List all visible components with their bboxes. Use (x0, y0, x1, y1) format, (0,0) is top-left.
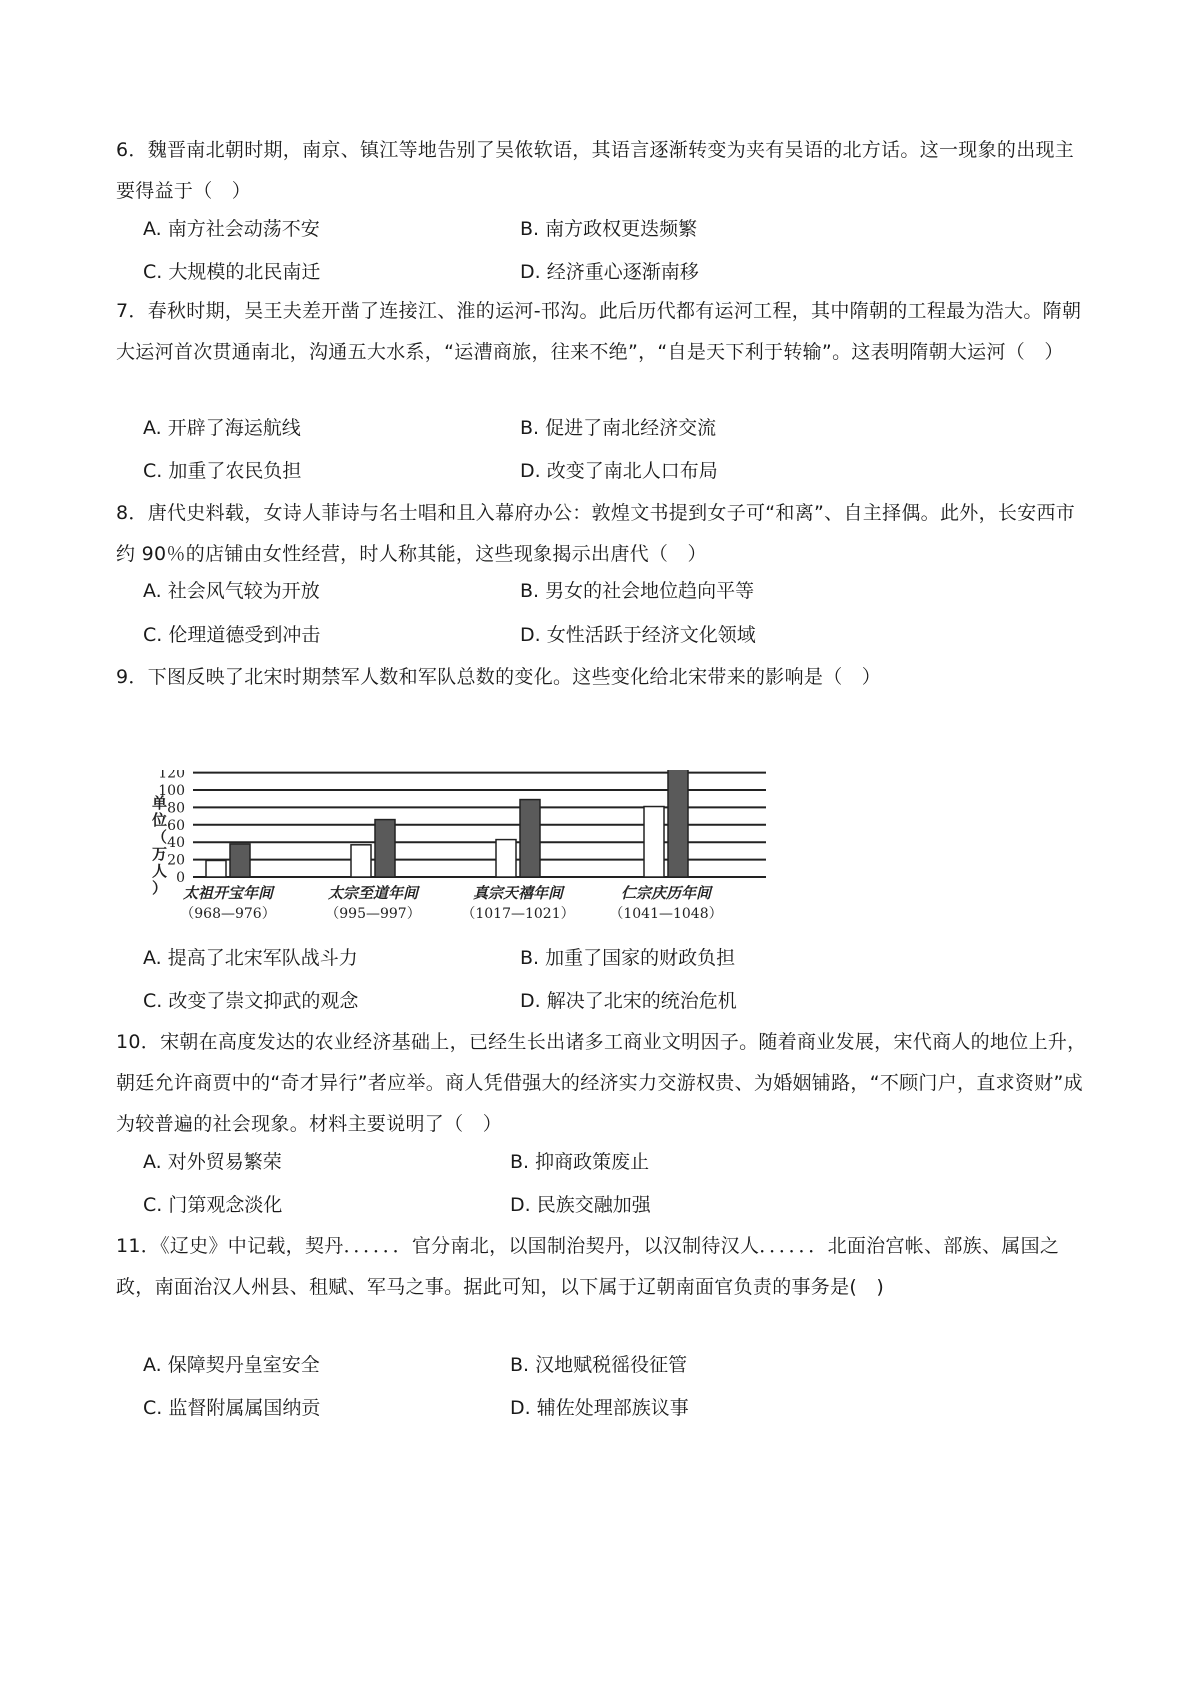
question-8-stem: 8．唐代史料载，女诗人菲诗与名士唱和且入幕府办公：敦煌文书提到女子可“和离”、自主择偶。此外，长安西市约 90％的店铺由女性经营，时人称其能，这些现象揭示出唐代（ ） (116, 502, 1076, 565)
question-6-option-b[interactable]: B. 南方政权更迭频繁 (520, 218, 698, 240)
chart-canvas (148, 770, 788, 940)
question-6-option-a[interactable]: A. 南方社会动荡不安 (143, 218, 320, 240)
question-10-option-d[interactable]: D. 民族交融加强 (510, 1194, 651, 1216)
question-8-option-d[interactable]: D. 女性活跃于经济文化领域 (520, 624, 756, 646)
question-9-option-b[interactable]: B. 加重了国家的财政负担 (520, 947, 736, 969)
y-axis-label-char: 万 (152, 845, 168, 863)
question-8-option-a[interactable]: A. 社会风气较为开放 (143, 580, 320, 602)
x-category-label: 太祖开宝年间 (182, 884, 274, 902)
question-7-stem: 7．春秋时期，吴王夫差开凿了连接江、淮的运河-邗沟。此后历代都有运河工程，其中隋朝的工程最为浩大。隋朝大运河首次贯通南北，沟通五大水系，“运漕商旅，往来不绝”，“自是天下利于转输”。这表明隋朝大运河（ ） (116, 300, 1082, 363)
bar-light (496, 840, 516, 877)
question-6-option-c[interactable]: C. 大规模的北民南迁 (143, 261, 321, 283)
x-category-label: 仁宗庆历年间 (620, 884, 712, 902)
y-axis-label-char: （ (152, 828, 168, 846)
question-10-option-c[interactable]: C. 门第观念淡化 (143, 1194, 283, 1216)
question-10-option-a[interactable]: A. 对外贸易繁荣 (143, 1151, 282, 1173)
question-9-stem: 9．下图反映了北宋时期禁军人数和军队总数的变化。这些变化给北宋带来的影响是（ ） (116, 666, 882, 688)
x-category-years: （995—997） (325, 906, 421, 922)
bar-dark (668, 770, 688, 877)
question-6-stem: 6．魏晋南北朝时期，南京、镇江等地告别了吴侬软语，其语言逐渐转变为夹有吴语的北方话。这一现象的出现主要得益于（ ） (116, 139, 1075, 202)
y-axis-label-char: 位 (152, 811, 168, 829)
bar-dark (375, 820, 395, 877)
y-axis-label-char: 人 (152, 862, 168, 880)
y-tick-label: 40 (167, 835, 185, 852)
bar-light (644, 807, 664, 877)
bar-light (206, 860, 226, 877)
y-tick-label: 60 (167, 817, 185, 834)
question-10-option-b[interactable]: B. 抑商政策废止 (510, 1151, 650, 1173)
question-11-option-c[interactable]: C. 监督附属属国纳贡 (143, 1397, 321, 1419)
question-9-option-c[interactable]: C. 改变了崇文抑武的观念 (143, 990, 359, 1012)
question-7-option-d[interactable]: D. 改变了南北人口布局 (520, 460, 718, 482)
question-11-stem: 11．《辽史》中记载，契丹．．．．．．官分南北，以国制治契丹，以汉制待汉人．．．．．．北面治宫帐、部族、属国之政，南面治汉人州县、租赋、军马之事。据此可知，以下属于辽朝南面官负责的事务是( ) (116, 1235, 1060, 1298)
question-11-option-a[interactable]: A. 保障契丹皇室安全 (143, 1354, 320, 1376)
x-category-label: 真宗天禧年间 (472, 884, 564, 902)
question-7-option-b[interactable]: B. 促进了南北经济交流 (520, 417, 717, 439)
question-7-option-c[interactable]: C. 加重了农民负担 (143, 460, 302, 482)
question-9-option-a[interactable]: A. 提高了北宋军队战斗力 (143, 947, 358, 969)
question-8-option-c[interactable]: C. 伦理道德受到冲击 (143, 624, 321, 646)
x-category-years: （968—976） (180, 906, 276, 922)
question-6-option-d[interactable]: D. 经济重心逐渐南移 (520, 261, 699, 283)
x-category-label: 太宗至道年间 (327, 884, 419, 902)
question-7-option-a[interactable]: A. 开辟了海运航线 (143, 417, 301, 439)
y-axis-label-char: 单 (152, 794, 168, 812)
question-8-option-b[interactable]: B. 男女的社会地位趋向平等 (520, 580, 755, 602)
y-tick-label: 0 (176, 870, 185, 886)
bar-light (351, 845, 371, 877)
question-9-option-d[interactable]: D. 解决了北宋的统治危机 (520, 990, 737, 1012)
x-category-years: （1041—1048） (609, 906, 723, 922)
y-tick-label: 20 (167, 852, 185, 869)
bar-dark (520, 800, 540, 877)
y-tick-label: 120 (158, 770, 185, 782)
question-11-option-d[interactable]: D. 辅佐处理部族议事 (510, 1397, 689, 1419)
bar-dark (230, 844, 250, 877)
y-axis-label-char: ） (152, 879, 168, 897)
y-tick-label: 80 (167, 800, 185, 817)
question-10-stem: 10．宋朝在高度发达的农业经济基础上，已经生长出诸多工商业文明因子。随着商业发展，宋代商人的地位上升，朝廷允许商贾中的“奇才异行”者应举。商人凭借强大的经济实力交游权贵、为婚姻铺路，“不顾门户，直求资财”成为较普遍的社会现象。材料主要说明了（ ） (116, 1031, 1087, 1135)
question-11-option-b[interactable]: B. 汉地赋税徭役征管 (510, 1354, 688, 1376)
x-category-years: （1017—1021） (461, 906, 575, 922)
troop-bar-chart (148, 770, 788, 944)
y-tick-label: 100 (158, 783, 185, 799)
